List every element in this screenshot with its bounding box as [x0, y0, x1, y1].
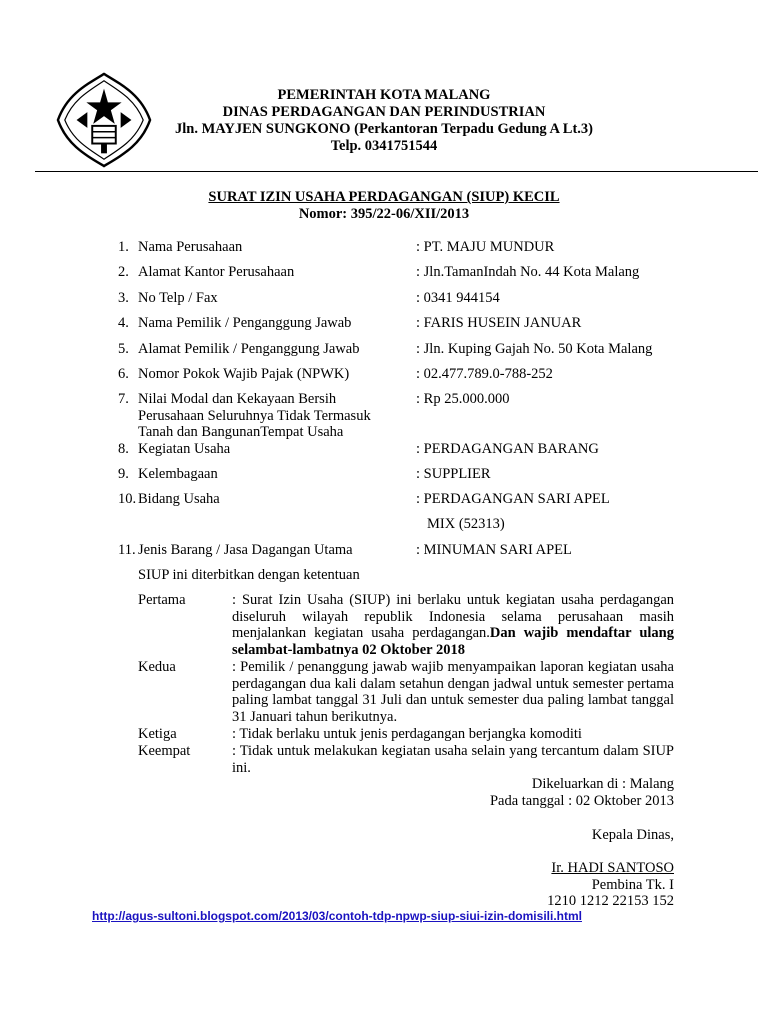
issued-date: Pada tanggal : 02 Oktober 2013 — [489, 793, 674, 809]
condition-text-third: : Tidak berlaku untuk jenis perdagangan berjangka komoditi — [232, 726, 582, 742]
condition-text-second: : Pemilik / penanggung jawab wajib menyampaikan laporan kegiatan usaha perdagangan dua kali dalam setahun dengan jadwal untuk semester pertama paling lambat tanggal 31 Juli dan untuk semester dua paling lambat tanggal 31 Januari tahun berikutnya. — [232, 659, 674, 725]
header-department: DINAS PERDAGANGAN DAN PERINDUSTRIAN — [222, 104, 546, 120]
conditions-intro: SIUP ini diterbitkan dengan ketentuan — [138, 567, 360, 583]
condition-label-fourth: Keempat — [138, 743, 191, 759]
document-title: SURAT IZIN USAHA PERDAGANGAN (SIUP) KECIL — [208, 189, 560, 205]
condition-label-second: Kedua — [138, 659, 176, 675]
condition-text-first: : Surat Izin Usaha (SIUP) ini berlaku untuk kegiatan usaha perdagangan diseluruh wilayah republik Indonesia selama perusahaan masih menjalankan kegiatan usaha perdagangan.Dan wajib mendaftar ulang selambat-lambatnya 02 Oktober 2018 — [232, 592, 674, 658]
condition-label-third: Ketiga — [138, 726, 177, 742]
signatory-nip: 1210 1212 22153 152 — [547, 893, 674, 909]
header-phone: Telp. 0341751544 — [330, 138, 438, 154]
document-number: Nomor: 395/22-06/XII/2013 — [298, 206, 470, 222]
header-address: Jln. MAYJEN SUNGKONO (Perkantoran Terpadu Gedung A Lt.3) — [174, 121, 593, 137]
signatory-name: Ir. HADI SANTOSO — [551, 860, 674, 876]
city-emblem-icon — [55, 70, 153, 170]
source-link[interactable]: http://agus-sultoni.blogspot.com/2013/03/contoh-tdp-npwp-siup-siui-izin-domisili.html — [92, 909, 582, 923]
header-divider — [35, 171, 758, 172]
issued-place: Dikeluarkan di : Malang — [531, 776, 674, 792]
condition-label-first: Pertama — [138, 592, 186, 608]
signatory-position: Kepala Dinas, — [591, 827, 674, 843]
header-government: PEMERINTAH KOTA MALANG — [277, 87, 491, 103]
condition-first-bold: Dan wajib mendaftar ulang selambat-lambatnya 02 Oktober 2018 — [232, 625, 674, 658]
condition-text-fourth: : Tidak untuk melakukan kegiatan usaha selain yang tercantum dalam SIUP ini. — [232, 743, 674, 776]
signatory-rank: Pembina Tk. I — [591, 877, 674, 893]
